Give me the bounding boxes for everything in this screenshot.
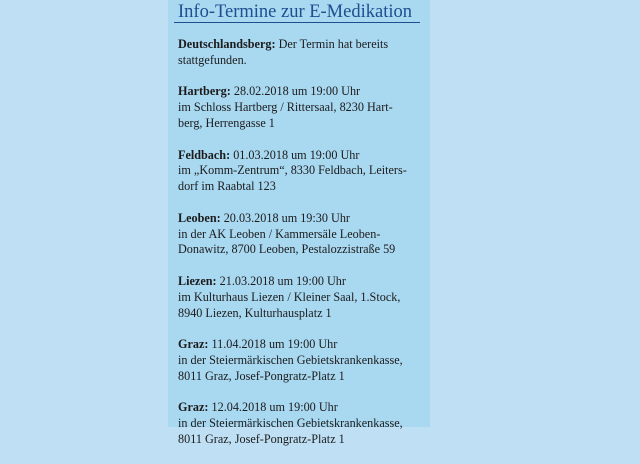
event-entry-liezen bbox=[178, 274, 428, 321]
event-city: Deutschlandsberg: bbox=[178, 37, 276, 51]
event-location-line: berg, Herrengasse 1 bbox=[178, 115, 275, 130]
event-city: Feldbach: bbox=[178, 147, 231, 162]
event-city: Graz: bbox=[178, 400, 209, 415]
event-location-line: in der Steiermärkischen Gebietskrankenkasse, bbox=[178, 416, 403, 431]
event-location-line: im Kulturhaus Liezen / Kleiner Saal, 1.Stock, bbox=[178, 289, 401, 304]
event-entry-hartberg bbox=[178, 84, 428, 131]
event-location-line: im „Komm-Zentrum“, 8330 Feldbach, Leiters- bbox=[178, 163, 407, 178]
event-date-line bbox=[178, 148, 428, 164]
event-date-line bbox=[178, 337, 428, 353]
event-city: Hartberg: bbox=[178, 84, 231, 99]
event-location-line: stattgefunden. bbox=[178, 52, 247, 67]
event-city: Leoben: bbox=[178, 210, 221, 225]
event-city: Liezen: bbox=[178, 273, 217, 288]
event-date: 12.04.2018 um 19:00 Uhr bbox=[208, 400, 338, 415]
title-divider bbox=[174, 22, 420, 23]
event-list bbox=[178, 37, 428, 464]
event-location-line: 8011 Graz, Josef-Pongratz-Platz 1 bbox=[178, 368, 345, 383]
event-date-line bbox=[178, 274, 428, 290]
page-title: Info-Termine zur E-Medikation bbox=[178, 2, 412, 22]
event-date: 11.04.2018 um 19:00 Uhr bbox=[208, 337, 338, 352]
event-city: Graz: bbox=[178, 337, 209, 352]
event-date: Der Termin hat bereits bbox=[275, 37, 389, 51]
event-entry-leoben bbox=[178, 211, 428, 258]
event-location-line: im Schloss Hartberg / Rittersaal, 8230 Hart- bbox=[178, 100, 393, 115]
event-location-line: in der Steiermärkischen Gebietskrankenkasse, bbox=[178, 352, 403, 367]
event-entry-graz-2 bbox=[178, 400, 428, 447]
event-date-line bbox=[178, 400, 428, 416]
event-date: 01.03.2018 um 19:00 Uhr bbox=[230, 147, 360, 162]
event-location-line: Donawitz, 8700 Leoben, Pestalozzistraße 59 bbox=[178, 242, 396, 257]
event-location-line: dorf im Raabtal 123 bbox=[178, 179, 276, 194]
event-date-line bbox=[178, 211, 428, 227]
event-entry-feldbach bbox=[178, 148, 428, 195]
event-date-line bbox=[178, 84, 428, 100]
event-entry-deutschlandsberg bbox=[178, 37, 428, 69]
event-date: 28.02.2018 um 19:00 Uhr bbox=[230, 84, 361, 99]
event-entry-graz-1 bbox=[178, 337, 428, 384]
event-date: 20.03.2018 um 19:30 Uhr bbox=[220, 210, 350, 225]
event-date: 21.03.2018 um 19:00 Uhr bbox=[216, 273, 346, 288]
event-location-line: 8940 Liezen, Kulturhausplatz 1 bbox=[178, 305, 332, 320]
event-location-line: 8011 Graz, Josef-Pongratz-Platz 1 bbox=[178, 431, 345, 446]
event-location-line: in der AK Leoben / Kammersäle Leoben- bbox=[178, 226, 381, 241]
info-panel bbox=[168, 0, 430, 446]
event-date-line bbox=[178, 37, 428, 53]
